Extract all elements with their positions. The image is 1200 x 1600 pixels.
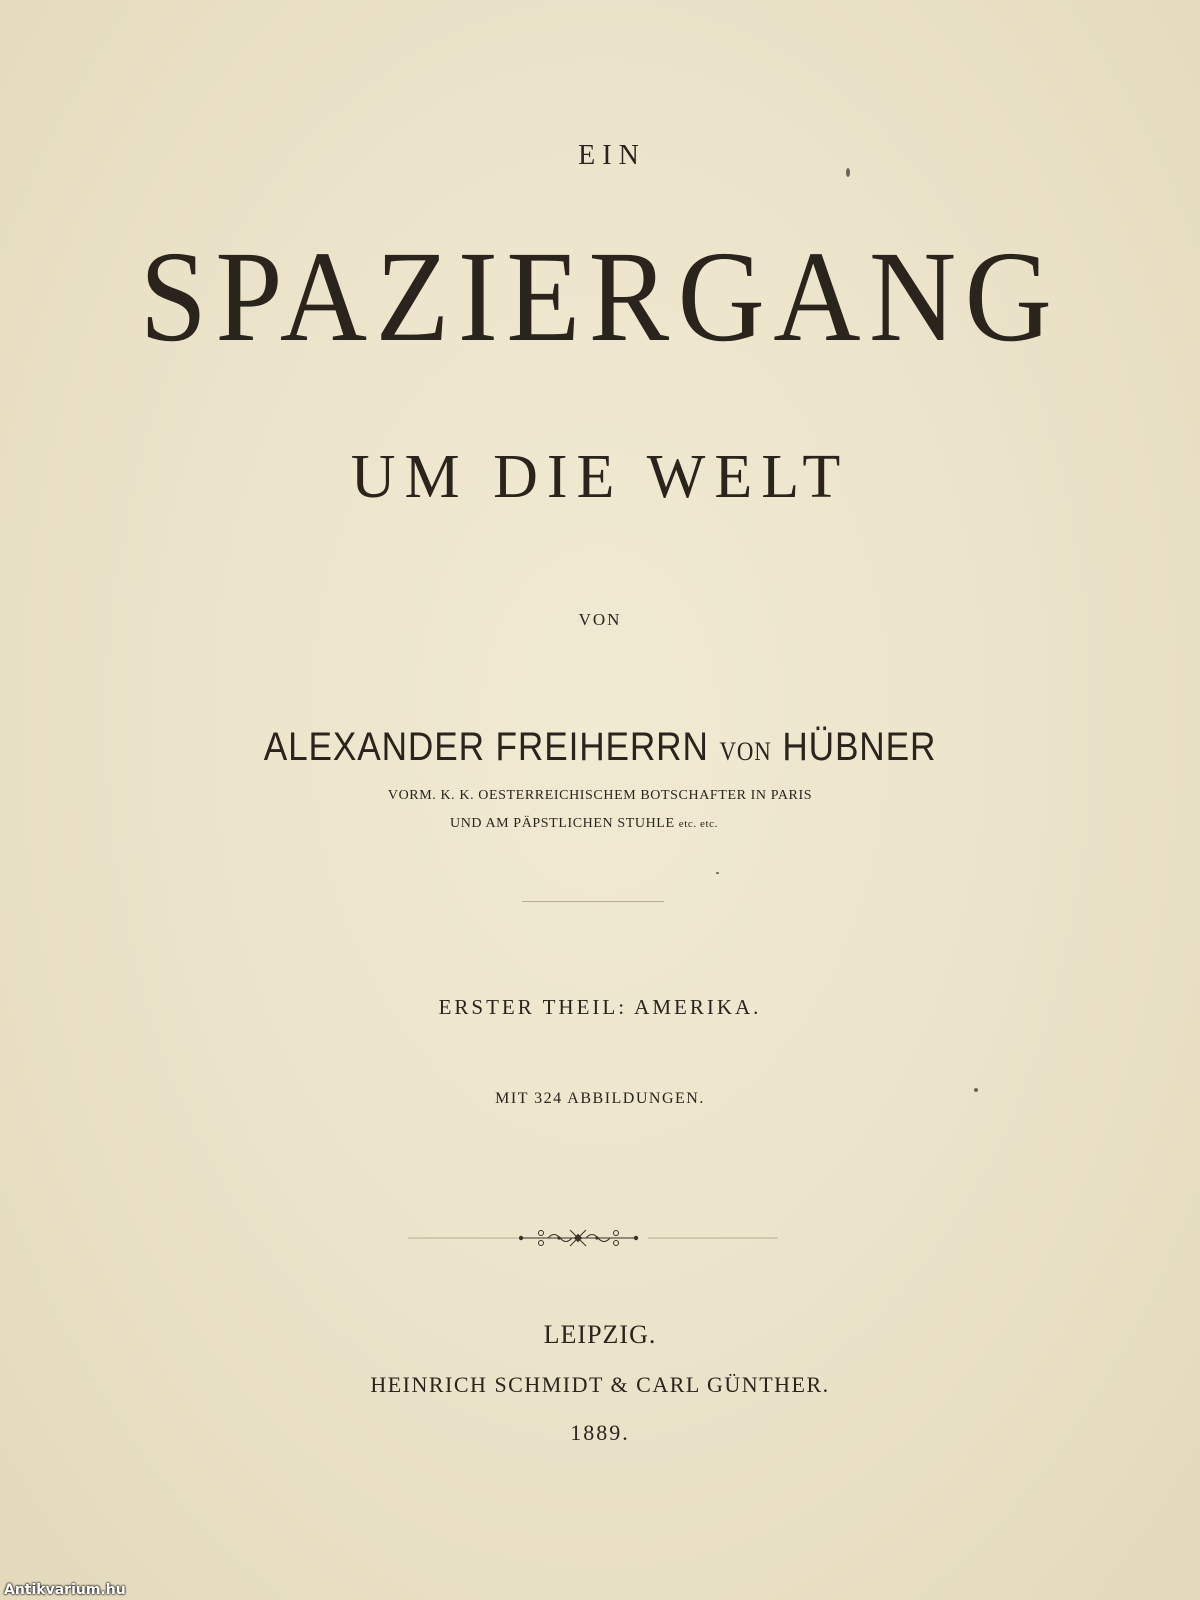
imprint-year: 1889. <box>570 1420 630 1445</box>
author-last-name: HÜBNER <box>782 725 937 769</box>
author-first-name: ALEXANDER FREIHERRN <box>263 725 709 769</box>
watermark: Antikvarium.hu <box>4 1582 126 1598</box>
main-title: SPAZIERGANG <box>139 225 1061 369</box>
subtitle: UM DIE WELT <box>350 443 850 511</box>
pre-title: EIN <box>578 140 646 171</box>
credential-line-2-text: UND AM PÄPSTLICHEN STUHLE <box>449 816 675 831</box>
paper-speck <box>846 168 850 177</box>
author-particle: VON <box>719 737 772 766</box>
by-line: VON <box>578 610 622 629</box>
imprint-place: LEIPZIG. <box>543 1320 657 1349</box>
credential-etc: etc. etc. <box>678 818 719 830</box>
author-name <box>72 727 1128 767</box>
imprint-publisher: HEINRICH SCHMIDT & CARL GÜNTHER. <box>370 1372 830 1397</box>
paper-speck <box>974 1088 978 1092</box>
short-rule-divider <box>522 901 664 902</box>
fleuron-divider-icon <box>408 1226 778 1250</box>
author-credential-line-2 <box>0 816 1184 832</box>
paper-speck <box>716 872 719 874</box>
author-credential-line-1: VORM. K. K. OESTERREICHISCHEM BOTSCHAFTER IN PARIS <box>387 788 813 803</box>
volume-label: ERSTER THEIL: AMERIKA. <box>438 995 762 1019</box>
illustrations-note: MIT 324 ABBILDUNGEN. <box>495 1090 705 1107</box>
